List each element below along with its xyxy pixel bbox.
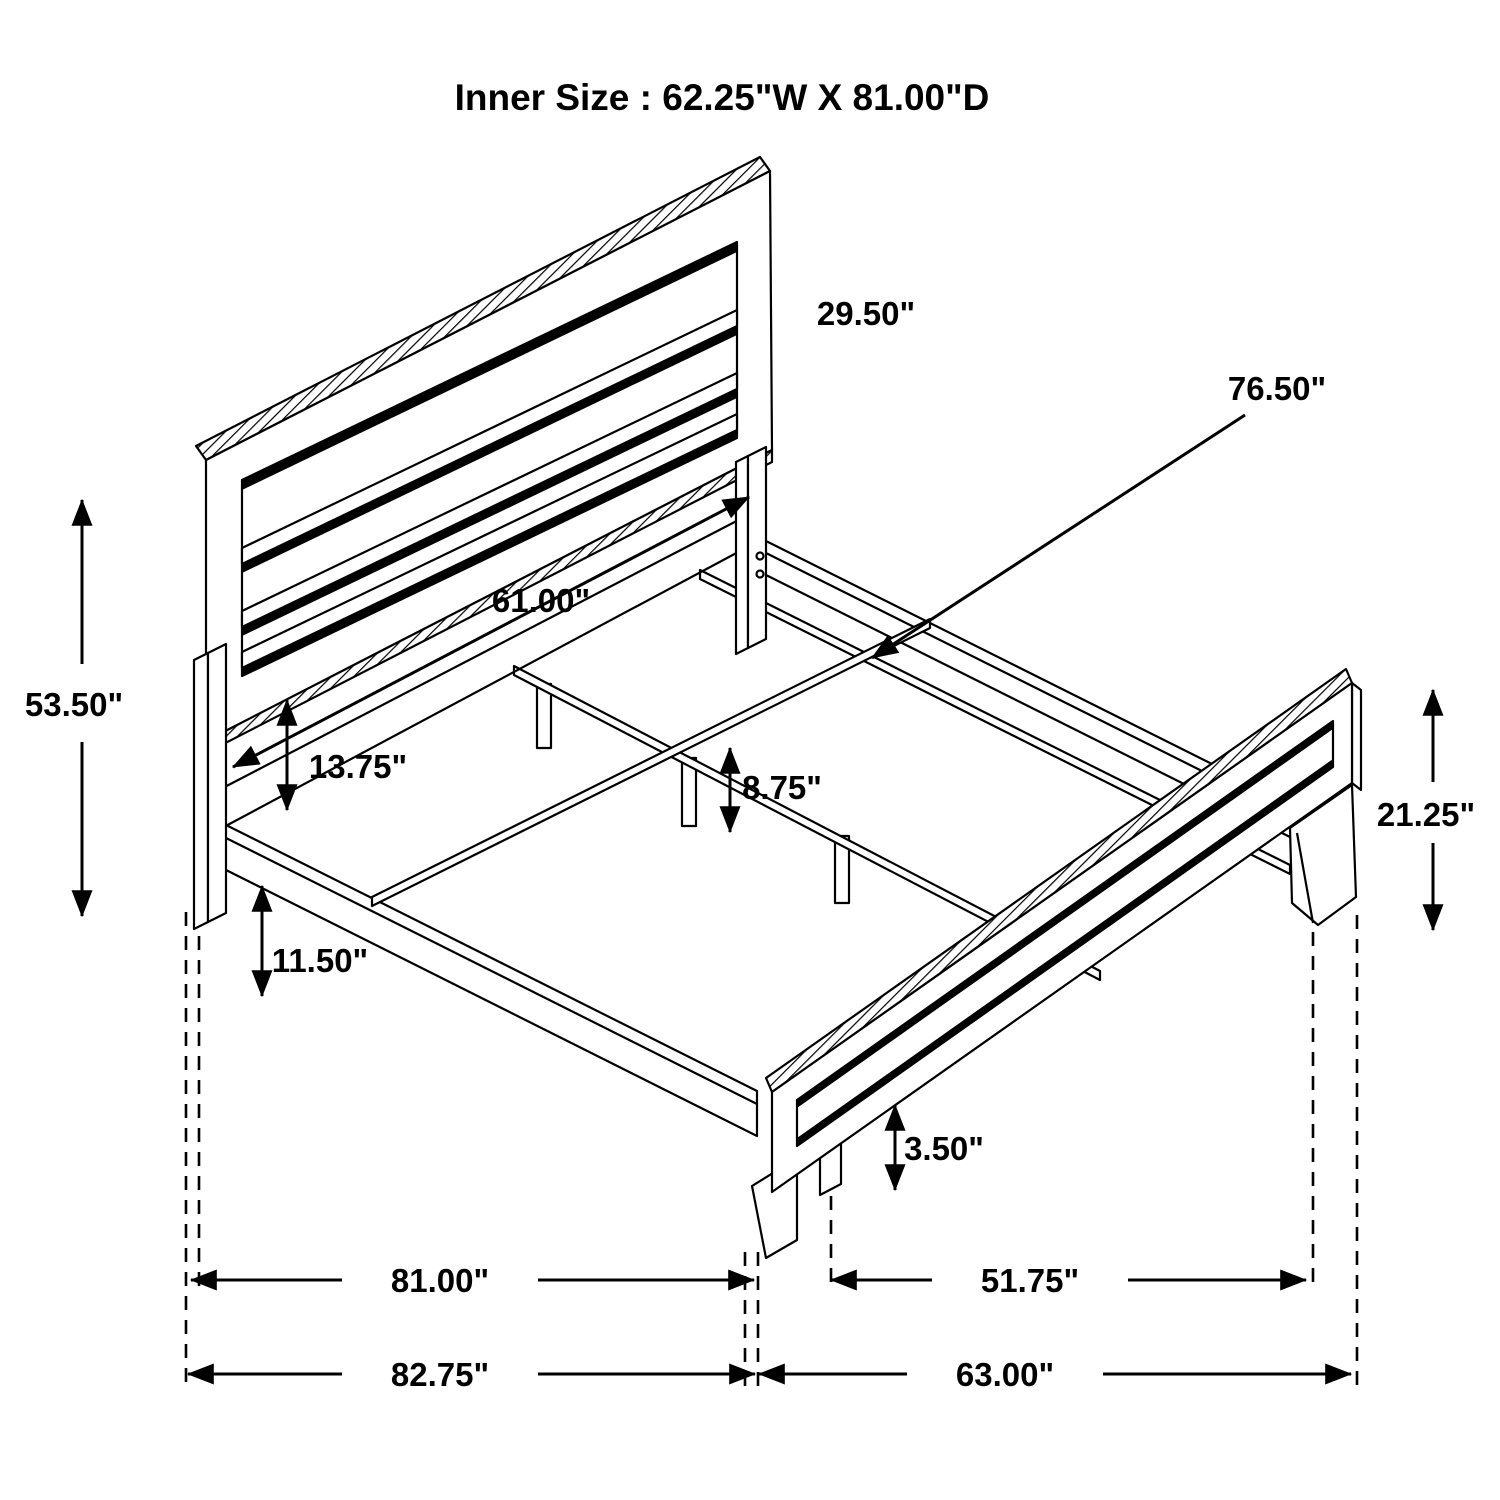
headboard-right-leg xyxy=(736,447,766,654)
diagram-title: Inner Size : 62.25"W X 81.00"D xyxy=(454,77,990,118)
dim-label-headboard-panel-height: 29.50" xyxy=(816,295,916,332)
dim-label-rail-height-from-floor: 11.50" xyxy=(271,942,369,979)
dim-label-overall-depth: 82.75" xyxy=(390,1356,490,1393)
dim-label-inner-depth: 81.00" xyxy=(390,1262,490,1299)
dim-label-slat-leg-height: 8.75" xyxy=(742,769,822,806)
dim-label-overall-width: 63.00" xyxy=(955,1356,1055,1393)
dim-label-center-rail-length: 76.50" xyxy=(1227,370,1327,407)
dim-label-footboard-height: 21.25" xyxy=(1376,796,1476,833)
footboard-top-edge xyxy=(766,669,1352,1092)
dim-label-footboard-foot-height: 3.50" xyxy=(904,1130,984,1167)
dim-label-headboard-width: 61.00" xyxy=(491,582,591,619)
headboard-left-leg xyxy=(194,644,226,929)
front-side-rail xyxy=(224,824,757,1136)
dim-label-headboard-clearance: 13.75" xyxy=(308,748,408,785)
dim-label-footboard-inner-width: 51.75" xyxy=(980,1262,1080,1299)
dim-label-headboard-total-height: 53.50" xyxy=(24,686,124,723)
